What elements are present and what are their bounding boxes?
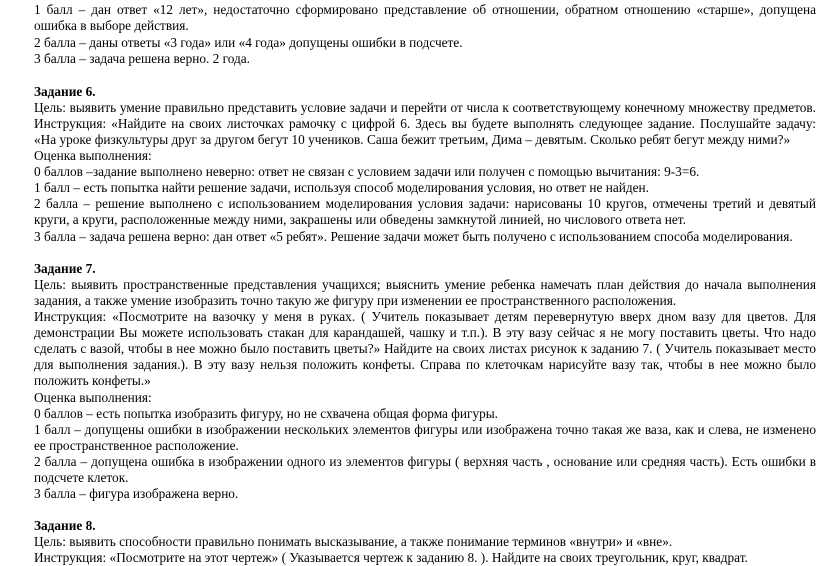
text-line: Инструкция: «Найдите на своих листочках рамочку с цифрой 6. Здесь вы будете выполнять следующее задание. Послушайте задачу: [34, 116, 816, 131]
section-heading: Задание 7. [34, 261, 96, 276]
text-line: Цель: выявить пространственные представления учащихся; выяснить умение ребенка намечать план действия до начала выполнения [34, 277, 816, 292]
text-line: 3 балла – задача решена верно. 2 года. [34, 51, 250, 66]
text-line: 3 балла – фигура изображена верно. [34, 486, 239, 501]
text-line: 0 баллов –задание выполнено неверно: ответ не связан с условием задачи или получен с помощью вычитания: 9-3=6. [34, 164, 700, 179]
text-line: 0 баллов – есть попытка изобразить фигуру, но не схвачена общая форма фигуры. [34, 406, 498, 421]
text-line: Оценка выполнения: [34, 390, 152, 405]
text-line: для выполнения задания.). В эту вазу нельзя положить конфеты. Справа по клеточкам нарисуйте вазу так, чтобы в нее можно было [34, 357, 816, 372]
text-line: подсчете клеток. [34, 470, 129, 485]
text-line: демонстрации Вы можете использовать стакан для карандашей, чашку и т.п.). В эту вазу сейчас я не могу поставить цветы. Что надо [34, 325, 816, 340]
text-line: «На уроке физкультуры друг за другом бегут 10 учеников. Саша бежит третьим, Дима – девятым. Сколько ребят бегут между ними?» [34, 132, 791, 147]
text-line: сделать с вазой, чтобы в нее можно было поставить цветы?» Найдите на своих листах рисунок к заданию 7. ( Учитель показывает место [34, 341, 816, 356]
text-line: ошибка в выборе действия. [34, 18, 189, 33]
text-line: Оценка выполнения: [34, 148, 152, 163]
text-line: задания, а также умение изобразить точно такую же фигуру при изменении ее пространственного расположения. [34, 293, 677, 308]
text-line: Цель: выявить умение правильно представить условие задачи и перейти от числа к соответствующему конечному множеству предметов. [34, 100, 816, 115]
text-line: положить конфеты.» [34, 373, 151, 388]
text-line: 1 балл – дан ответ «12 лет», недостаточно сформировано представление об отношении, обратном отношению «старше», допущена [34, 2, 816, 17]
text-line: 3 балла – задача решена верно: дан ответ «5 ребят». Решение задачи может быть получено с использованием способа моделирования. [34, 229, 793, 244]
section-heading: Задание 8. [34, 518, 96, 533]
text-line: Инструкция: «Посмотрите на этот чертеж» ( Указывается чертеж к заданию 8. ). Найдите на своих треугольник, круг, квадрат. [34, 550, 748, 565]
text-line: Инструкция: «Посмотрите на вазочку у меня в руках. ( Учитель показывает детям перевернутую вверх дном вазу для цветов. Для [34, 309, 816, 324]
text-line: 1 балл – есть попытка найти решение задачи, используя способ моделирования условия, но ответ не найден. [34, 180, 649, 195]
section-heading: Задание 6. [34, 84, 96, 99]
text-line: круги, а круги, расположенные между ними, закрашены или обведены замкнутой линией, но числового ответа нет. [34, 212, 686, 227]
text-line: 1 балл – допущены ошибки в изображении нескольких элементов фигуры или изображена точно такая же ваза, как и слева, не изменено [34, 422, 816, 437]
text-line: ее пространственное расположение. [34, 438, 239, 453]
text-line: 2 балла – допущена ошибка в изображении одного из элементов фигуры ( верхняя часть , основание или средняя часть). Есть ошибки в [34, 454, 816, 469]
text-line: 2 балла – даны ответы «3 года» или «4 года» допущены ошибки в подсчете. [34, 35, 463, 50]
text-line: Цель: выявить способности правильно понимать высказывание, а также понимание терминов «внутри» и «вне». [34, 534, 673, 549]
text-line: 2 балла – решение выполнено с использованием моделирования условия задачи: нарисованы 10 кругов, отмечены третий и девятый [34, 196, 816, 211]
